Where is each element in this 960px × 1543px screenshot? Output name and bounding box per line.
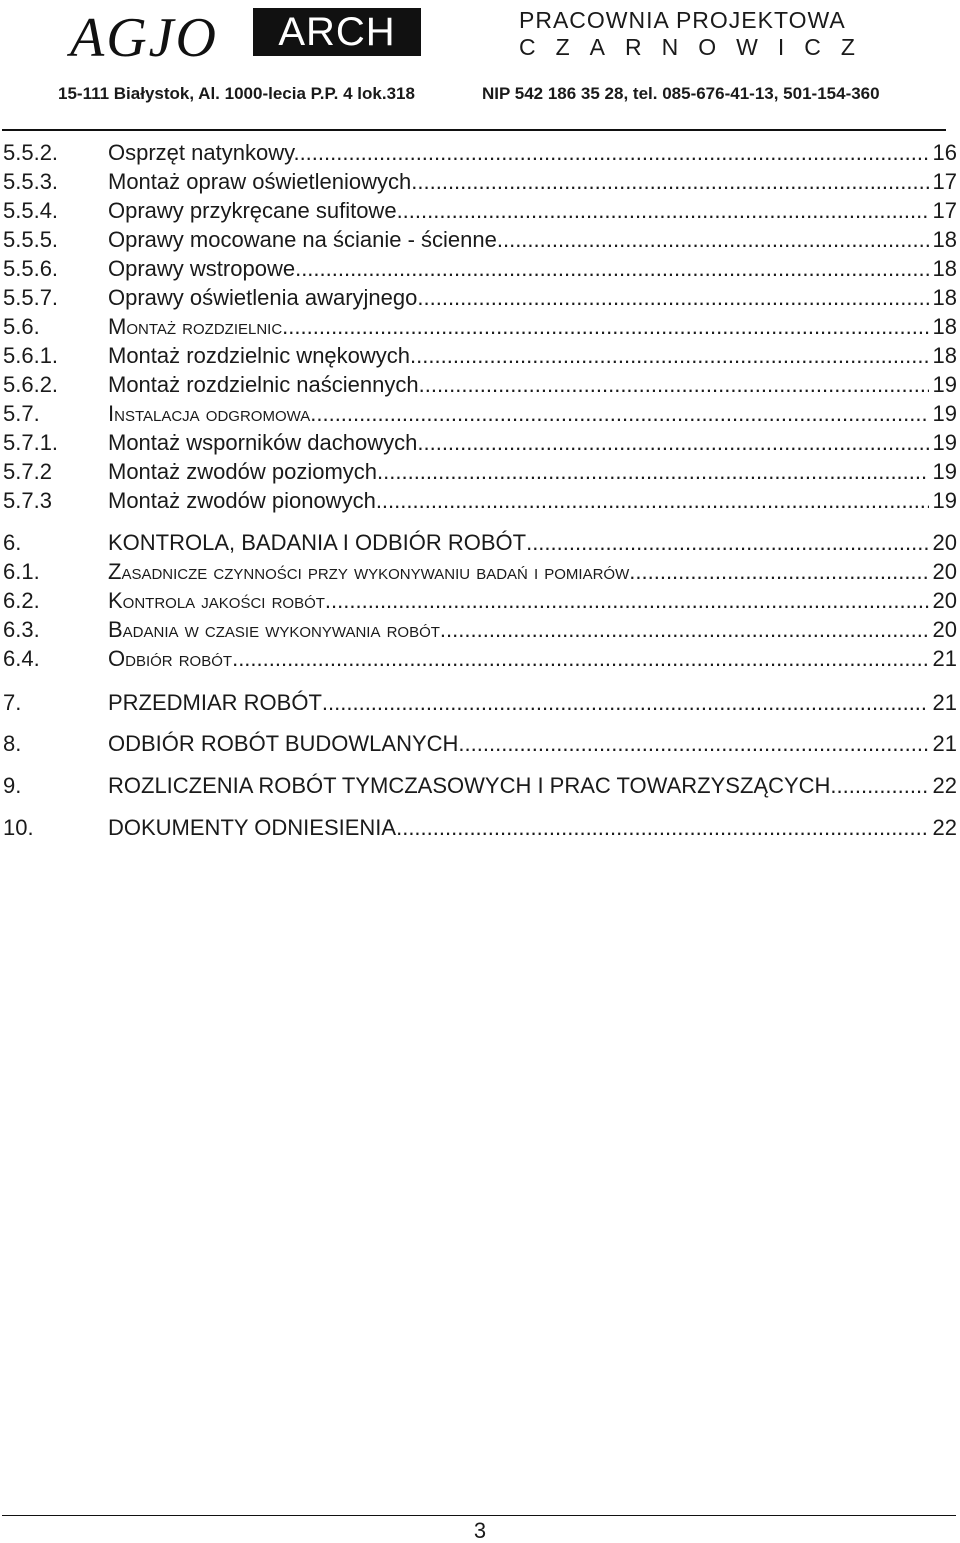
firm-name-line2: CZARNOWICZ	[519, 34, 875, 60]
toc-entry-number: 10.	[3, 815, 34, 840]
toc-entry	[0, 341, 960, 371]
toc-dot-leader	[238, 644, 928, 674]
toc-entry-number: 7.	[3, 690, 22, 715]
company-logo-arch-box	[253, 8, 421, 56]
toc-entry-page: 22	[932, 773, 957, 798]
toc-entry-page: 17	[932, 169, 957, 194]
toc-entry-page: 20	[932, 559, 957, 584]
toc-entry-number: 5.7.3	[3, 488, 52, 513]
toc-entry-title: Zasadnicze czynności przy wykonywaniu badań i pomiarów	[108, 559, 630, 584]
toc-entry	[0, 196, 960, 226]
toc-entry-number: 5.5.4.	[3, 198, 59, 223]
toc-entry-number: 5.6.1.	[3, 343, 59, 368]
toc-entry-page: 19	[932, 459, 957, 484]
toc-entry-number: 5.5.5.	[3, 227, 59, 252]
toc-entry-number: 6.2.	[3, 588, 40, 613]
toc-entry-title: Oprawy wstropowe.	[108, 256, 302, 281]
toc-entry	[0, 167, 960, 197]
toc-entry-number: 6.1.	[3, 559, 40, 584]
toc-entry-number: 5.7.	[3, 401, 40, 426]
toc-entry-title: ODBIÓR ROBÓT BUDOWLANYCH	[108, 731, 459, 756]
toc-dot-leader	[397, 196, 929, 226]
toc-dot-leader	[411, 167, 928, 197]
toc-entry-title: PRZEDMIAR ROBÓT	[108, 690, 322, 715]
toc-entry	[0, 813, 960, 843]
toc-entry-title: Montaż opraw oświetleniowych	[108, 169, 412, 194]
toc-entry-title: Kontrola jakości robót.	[108, 588, 332, 613]
toc-entry	[0, 688, 960, 718]
toc-entry-title: Oprawy przykręcane sufitowe	[108, 198, 397, 223]
toc-entry-title: Montaż rozdzielnic wnękowych.	[108, 343, 417, 368]
toc-entry	[0, 138, 960, 168]
toc-entry-title: Montaż zwodów poziomych	[108, 459, 378, 484]
toc-entry-number: 6.4.	[3, 646, 40, 671]
toc-entry-number: 5.5.6.	[3, 256, 59, 281]
toc-dot-leader	[837, 771, 929, 801]
toc-entry	[0, 586, 960, 616]
toc-dot-leader	[322, 688, 929, 718]
toc-dot-leader	[526, 528, 928, 558]
toc-entry-page: 18	[932, 314, 957, 339]
toc-entry-page: 19	[932, 430, 957, 455]
toc-entry	[0, 457, 960, 487]
toc-dot-leader	[376, 486, 929, 516]
toc-entry-page: 16	[932, 140, 957, 165]
toc-entry-title: ROZLICZENIA ROBÓT TYMCZASOWYCH I PRAC TOWARZYSZĄCYCH.	[108, 773, 837, 798]
toc-entry-title: Badania w czasie wykonywania robót.	[108, 617, 447, 642]
toc-entry-number: 5.7.1.	[3, 430, 59, 455]
toc-entry-page: 19	[932, 488, 957, 513]
toc-entry-title: Montaż rozdzielnic naściennych	[108, 372, 419, 397]
toc-entry-page: 21	[932, 646, 957, 671]
firm-name-line1: PRACOWNIA PROJEKTOWA	[519, 7, 846, 33]
toc-dot-leader	[416, 341, 928, 371]
toc-dot-leader	[282, 312, 928, 342]
toc-entry-number: 9.	[3, 773, 22, 798]
toc-dot-leader	[419, 370, 929, 400]
toc-entry	[0, 399, 960, 429]
toc-entry	[0, 370, 960, 400]
header-divider	[2, 129, 946, 131]
toc-entry	[0, 254, 960, 284]
toc-entry-title: DOKUMENTY ODNIESIENIA.	[108, 815, 403, 840]
toc-entry-number: 8.	[3, 731, 22, 756]
toc-entry	[0, 312, 960, 342]
toc-entry	[0, 557, 960, 587]
toc-dot-leader	[331, 586, 928, 616]
firm-address: 15-111 Białystok, Al. 1000-lecia P.P. 4 lok.318	[58, 84, 415, 103]
toc-entry-page: 20	[932, 588, 957, 613]
toc-entry-number: 5.5.3.	[3, 169, 59, 194]
toc-entry-page: 20	[932, 530, 957, 555]
toc-entry	[0, 528, 960, 558]
toc-entry-title: Instalacja odgromowa	[108, 401, 311, 426]
toc-dot-leader	[629, 557, 928, 587]
toc-entry-title: Montaż zwodów pionowych	[108, 488, 376, 513]
toc-dot-leader	[301, 254, 928, 284]
toc-dot-leader	[424, 283, 929, 313]
toc-entry-number: 5.5.7.	[3, 285, 59, 310]
company-logo-agjo: AGJO	[70, 7, 218, 69]
toc-entry	[0, 771, 960, 801]
footer-divider	[2, 1515, 956, 1516]
toc-entry-page: 19	[932, 401, 957, 426]
toc-entry-page: 18	[932, 343, 957, 368]
toc-entry	[0, 283, 960, 313]
toc-entry	[0, 729, 960, 759]
toc-entry-number: 6.	[3, 530, 22, 555]
toc-entry-page: 20	[932, 617, 957, 642]
page-number: 3	[473, 1518, 487, 1543]
toc-dot-leader	[417, 428, 928, 458]
toc-entry-title: Odbiór robót.	[108, 646, 239, 671]
toc-dot-leader	[446, 615, 928, 645]
toc-entry-title: Oprawy oświetlenia awaryjnego.	[108, 285, 424, 310]
toc-entry-page: 21	[932, 690, 957, 715]
toc-entry	[0, 615, 960, 645]
toc-entry-page: 18	[932, 227, 957, 252]
toc-entry-page: 19	[932, 372, 957, 397]
toc-dot-leader	[300, 138, 929, 168]
toc-dot-leader	[377, 457, 929, 487]
company-logo-arch: ARCH	[278, 10, 396, 54]
toc-dot-leader	[310, 399, 928, 429]
toc-entry-title: KONTROLA, BADANIA I ODBIÓR ROBÓT	[108, 530, 527, 555]
toc-dot-leader	[458, 729, 928, 759]
toc-entry-title: Montaż rozdzielnic	[108, 314, 283, 339]
toc-dot-leader	[402, 813, 928, 843]
toc-dot-leader	[503, 225, 929, 255]
toc-entry-number: 6.3.	[3, 617, 40, 642]
toc-entry-page: 18	[932, 256, 957, 281]
toc-entry-title: Osprzęt natynkowy.	[108, 140, 300, 165]
toc-entry	[0, 428, 960, 458]
letterhead	[0, 0, 960, 112]
toc-entry-title: Oprawy mocowane na ścianie - ścienne.	[108, 227, 503, 252]
toc-entry-title: Montaż wsporników dachowych	[108, 430, 418, 455]
toc-entry-number: 5.6.	[3, 314, 40, 339]
toc-entry-page: 21	[932, 731, 957, 756]
toc-entry-number: 5.5.2.	[3, 140, 59, 165]
toc-entry	[0, 486, 960, 516]
toc-entry-page: 18	[932, 285, 957, 310]
firm-contact: NIP 542 186 35 28, tel. 085-676-41-13, 501-154-360	[482, 84, 880, 103]
toc-entry-page: 22	[932, 815, 957, 840]
toc-entry	[0, 644, 960, 674]
toc-entry	[0, 225, 960, 255]
toc-entry-number: 5.6.2.	[3, 372, 59, 397]
toc-entry-page: 17	[932, 198, 957, 223]
toc-entry-number: 5.7.2	[3, 459, 52, 484]
